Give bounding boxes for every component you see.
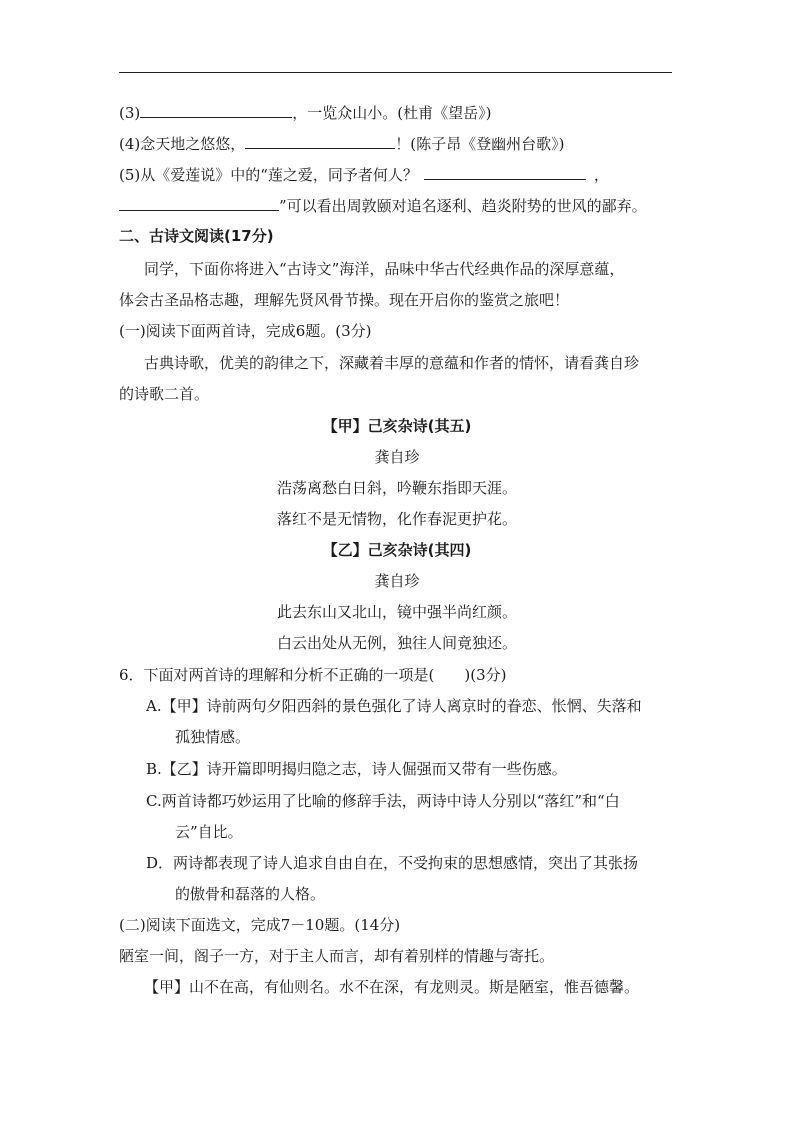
option-a: A.【甲】诗前两句夕阳西斜的景色强化了诗人离京时的眷恋、怅惘、失落和 bbox=[146, 697, 642, 715]
fill-blank-3 bbox=[119, 102, 491, 123]
intro-text: 同学，下面你将进入“古诗文”海洋，品味中华古代经典作品的深厚意蕴， bbox=[144, 260, 625, 278]
answer-blank[interactable] bbox=[245, 133, 395, 149]
item-text: ， bbox=[593, 166, 609, 184]
part-description: 古典诗歌，优美的韵律之下，深藏着丰厚的意蕴和作者的情怀，请看龚自珍 bbox=[144, 354, 640, 372]
poem-line: 此去东山又北山，镜中强半尚红颜。 bbox=[276, 603, 517, 621]
poem-line: 白云出处从无例，独往人间竟独还。 bbox=[276, 634, 517, 652]
option-a-cont: 孤独情感。 bbox=[175, 728, 251, 746]
item-text: (5)从《爱莲说》中的“莲之爱，同予者何人？ bbox=[119, 166, 418, 184]
fill-blank-5-cont bbox=[119, 195, 647, 216]
question-stem bbox=[119, 665, 507, 685]
poem-author: 龚自珍 bbox=[374, 572, 420, 590]
fill-blank-4 bbox=[119, 133, 564, 154]
option-c: C.两首诗都巧妙运用了比喻的修辞手法，两诗中诗人分别以“落红”和“白 bbox=[146, 792, 620, 810]
section-heading: 二、古诗文阅读(17分) bbox=[119, 227, 274, 245]
poem-line: 落红不是无情物，化作春泥更护花。 bbox=[276, 510, 517, 528]
option-d-cont: 的傲骨和磊落的人格。 bbox=[175, 885, 326, 903]
answer-blank[interactable] bbox=[424, 164, 586, 180]
part-heading: (一)阅读下面两首诗，完成6题。(3分) bbox=[119, 322, 372, 340]
poem-title: 【甲】己亥杂诗(其五) bbox=[322, 417, 472, 435]
question-text: )(3分) bbox=[464, 666, 507, 684]
fill-blank-5 bbox=[119, 164, 609, 185]
item-number: (3) bbox=[119, 104, 141, 122]
poem-title: 【乙】己亥杂诗(其四) bbox=[322, 541, 472, 559]
item-text: ！(陈子昂《登幽州台歌》) bbox=[395, 135, 565, 153]
item-text: ，一览众山小。(杜甫《望岳》) bbox=[292, 104, 492, 122]
part-heading: (二)阅读下面选文，完成7－10题。(14分) bbox=[119, 916, 401, 934]
top-rule bbox=[119, 72, 672, 73]
option-d: D．两诗都表现了诗人追求自由自在，不受拘束的思想感情，突出了其张扬 bbox=[146, 854, 639, 872]
answer-blank[interactable] bbox=[119, 195, 279, 211]
option-c-cont: 云”自比。 bbox=[175, 823, 243, 841]
item-text: ”可以看出周敦颐对追名逐利、趋炎附势的世风的鄙弃。 bbox=[279, 197, 647, 215]
question-text: 6．下面对两首诗的理解和分析不正确的一项是( bbox=[119, 666, 435, 684]
item-text: (4)念天地之悠悠， bbox=[119, 135, 246, 153]
excerpt-jia: 【甲】山不在高，有仙则名。水不在深，有龙则灵。斯是陋室，惟吾德馨。 bbox=[144, 978, 640, 996]
intro-text: 体会古圣品格志趣，理解先贤风骨节操。现在开启你的鉴赏之旅吧！ bbox=[119, 291, 570, 309]
option-b: B.【乙】诗开篇即明揭归隐之志，诗人倔强而又带有一些伤感。 bbox=[146, 760, 567, 778]
poem-author: 龚自珍 bbox=[374, 448, 420, 466]
part-intro: 陋室一间，阁子一方，对于主人而言，却有着别样的情趣与寄托。 bbox=[119, 947, 555, 965]
answer-blank[interactable] bbox=[140, 102, 292, 118]
part-description: 的诗歌二首。 bbox=[119, 385, 210, 403]
poem-line: 浩荡离愁白日斜，吟鞭东指即天涯。 bbox=[276, 479, 517, 497]
